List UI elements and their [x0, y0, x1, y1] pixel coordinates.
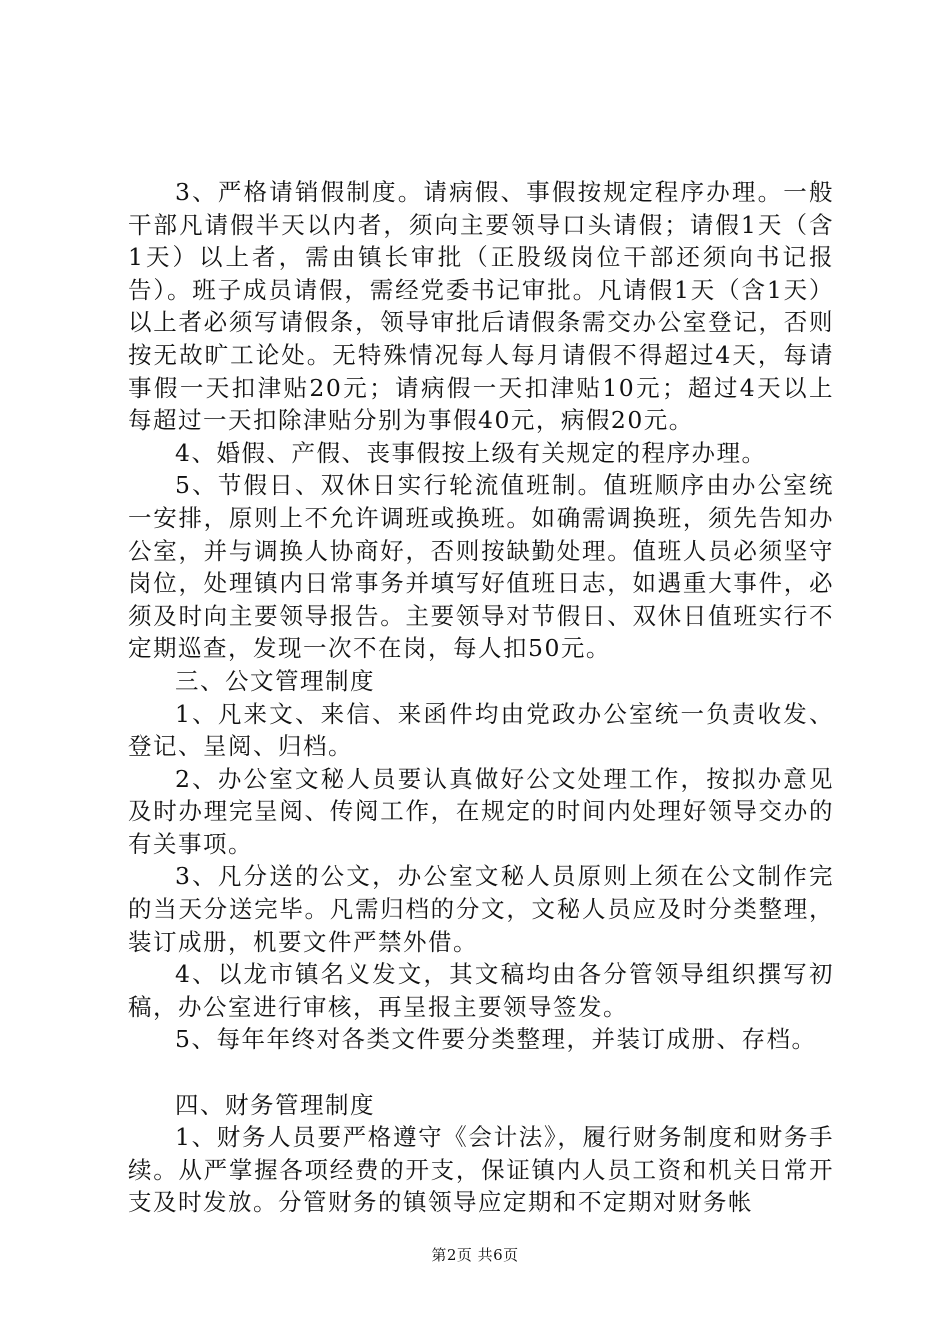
paragraph-finance-rules: 1、财务人员要严格遵守《会计法》，履行财务制度和财务手续。从严掌握各项经费的开支，保证镇内人员工资和机关日常开支及时发放。分管财务的镇领导应定期和不定期对财务帐 [128, 1123, 834, 1217]
paragraph-doc-receipt: 1、凡来文、来信、来函件均由党政办公室统一负责收发、登记、呈阅、归档。 [128, 699, 834, 761]
document-body [128, 176, 834, 1219]
section-heading-documents: 三、公文管理制度 [175, 666, 375, 695]
paragraph-doc-issuance: 4、以龙市镇名义发文，其文稿均由各分管领导组织撰写初稿，办公室进行审核，再呈报主要领导签发。 [128, 960, 834, 1021]
paragraph-doc-archive: 5、每年年终对各类文件要分类整理，并装订成册、存档。 [175, 1025, 817, 1054]
paragraph-marriage-leave: 4、婚假、产假、丧事假按上级有关规定的程序办理。 [175, 438, 767, 467]
page-footer: 第2页 共6页 [431, 1246, 519, 1264]
paragraph-doc-distribution: 3、凡分送的公文，办公室文秘人员原则上须在公文制作完的当天分送完毕。凡需归档的分文，文秘人员应及时分类整理，装订成册，机要文件严禁外借。 [128, 862, 834, 956]
paragraph-leave-system: 3、严格请销假制度。请病假、事假按规定程序办理。一般干部凡请假半天以内者，须向主要领导口头请假；请假1天（含1天）以上者，需由镇长审批（正股级岗位干部还须向书记报告）。班子成员请假，需经党委书记审批。凡请假1天（含1天）以上者必须写请假条，领导审批后请假条需交办公室登记，否则按无故旷工论处。无特殊情况每人每月请假不得超过4天，每请事假一天扣津贴20元；请病假一天扣津贴10元；超过4天以上每超过一天扣除津贴分别为事假40元，病假20元。 [128, 178, 834, 435]
paragraph-holiday-duty: 5、节假日、双休日实行轮流值班制。值班顺序由办公室统一安排，原则上不允许调班或换班。如确需调换班，须先告知办公室，并与调换人协商好，否则按缺勤处理。值班人员必须坚守岗位，处理镇内日常事务并填写好值班日志，如遇重大事件，必须及时向主要领导报告。主要领导对节假日、双休日值班实行不定期巡查，发现一次不在岗，每人扣50元。 [128, 471, 834, 663]
blank-line [128, 1056, 834, 1089]
paragraph-doc-processing: 2、办公室文秘人员要认真做好公文处理工作，按拟办意见及时办理完呈阅、传阅工作，在规定的时间内处理好领导交办的有关事项。 [128, 764, 834, 858]
section-heading-finance: 四、财务管理制度 [175, 1090, 375, 1119]
